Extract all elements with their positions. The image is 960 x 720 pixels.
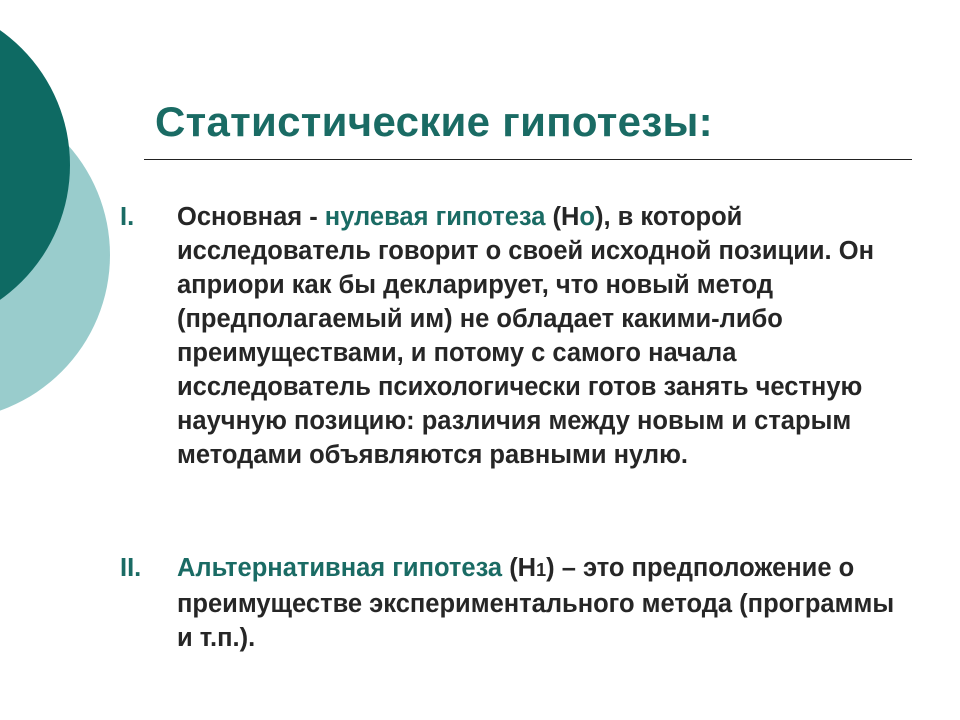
notation-subscript: 1 — [536, 560, 547, 580]
item-notation: (Но) — [545, 203, 604, 231]
item-notation: (Н1) — [502, 554, 555, 582]
dark-teal-circle — [0, 0, 70, 330]
notation-subscript: о — [579, 203, 595, 231]
item-body: – это предположение о преимуществе экспериментального метода (программы и т.п.). — [177, 554, 895, 652]
item-text — [177, 200, 900, 472]
title-divider — [144, 159, 912, 160]
item-lead: Основная - — [177, 203, 325, 231]
item-text — [177, 551, 900, 655]
list-item-null-hypothesis — [120, 200, 900, 472]
light-teal-circle — [0, 90, 110, 420]
item-term: Альтернативная гипотеза — [177, 554, 503, 582]
list-marker: I. — [120, 203, 135, 231]
list-marker: II. — [120, 554, 142, 582]
item-body: , в которой исследователь говорит о своей исходной позиции. Он априори как бы декларирует, что новый метод (предполагаемый им) не обладает какими-либо преимуществами, и потому с самого начала исследователь психологически готов занять честную научную позицию: различия между новым и старым методами объявляются равными нулю. — [177, 203, 874, 469]
list-item-alternative-hypothesis — [120, 551, 900, 655]
slide-title: Статистические гипотезы: — [155, 98, 713, 145]
item-term: нулевая гипотеза — [324, 203, 546, 231]
